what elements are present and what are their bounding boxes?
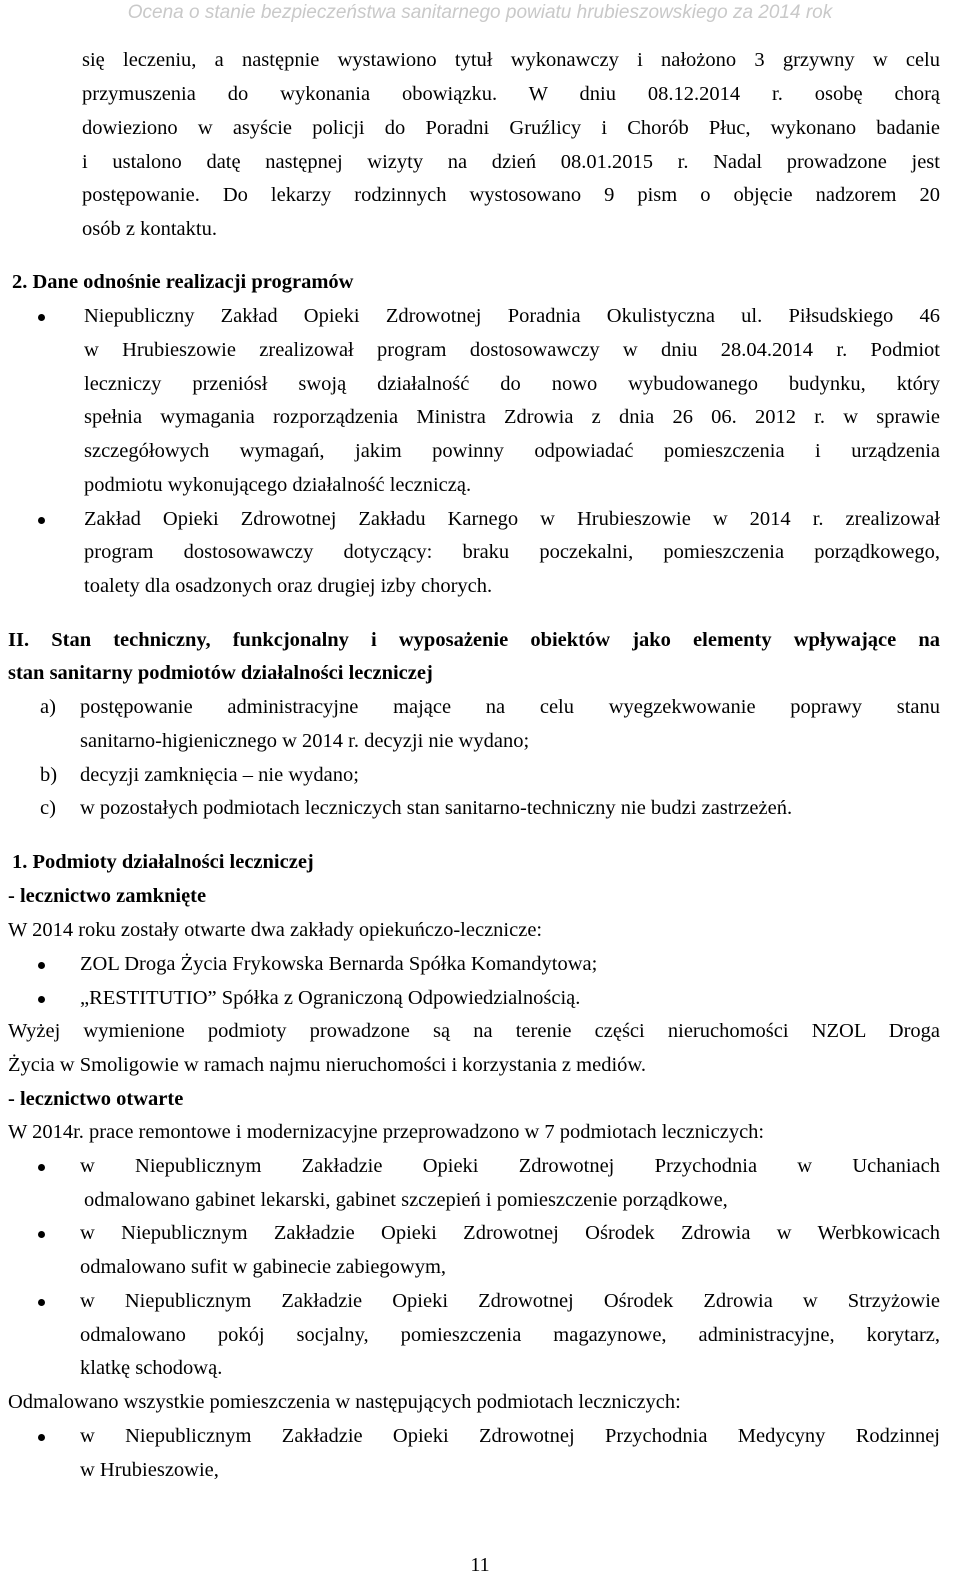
bullet-icon xyxy=(38,1231,45,1238)
list-item-line: program dostosowawczy dotyczący: braku poczekalni, pomieszczenia porządkowego, xyxy=(84,541,940,563)
bullet-icon xyxy=(38,996,45,1003)
list-marker: c) xyxy=(40,797,56,819)
section-heading: 2. Dane odnośnie realizacji programów xyxy=(12,271,354,293)
bullet-icon xyxy=(38,314,45,321)
list-item-line: w Niepublicznym Zakładzie Opieki Zdrowotnej Przychodnia w Uchaniach xyxy=(80,1155,940,1177)
bullet-icon xyxy=(38,1164,45,1171)
body-line: się leczeniu, a następnie wystawiono tytuł wykonawczy i nałożono 3 grzywny w celu xyxy=(82,49,940,71)
list-item-line: ZOL Droga Życia Frykowska Bernarda Spółka Komandytowa; xyxy=(80,953,598,975)
list-item-line: w Niepublicznym Zakładzie Opieki Zdrowotnej Ośrodek Zdrowia w Strzyżowie xyxy=(80,1290,940,1312)
list-item-line: w Niepublicznym Zakładzie Opieki Zdrowotnej Ośrodek Zdrowia w Werbkowicach xyxy=(80,1222,940,1244)
bullet-icon xyxy=(38,1434,45,1441)
body-line: Odmalowano wszystkie pomieszczenia w następujących podmiotach leczniczych: xyxy=(8,1391,681,1413)
body-line: Życia w Smoligowie w ramach najmu nieruchomości i korzystania z mediów. xyxy=(8,1054,646,1076)
list-item-line: decyzji zamknięcia – nie wydano; xyxy=(80,764,359,786)
list-item-line: w Hrubieszowie zrealizował program dostosowawczy w dniu 28.04.2014 r. Podmiot xyxy=(84,339,940,361)
list-item-line: w Niepublicznym Zakładzie Opieki Zdrowotnej Przychodnia Medycyny Rodzinnej xyxy=(80,1425,940,1447)
list-item-line: leczniczy przeniósł swoją działalność do nowo wybudowanego budynku, który xyxy=(84,373,940,395)
body-line: dowieziono w asyście policji do Poradni Gruźlicy i Chorób Płuc, wykonano badanie xyxy=(82,117,940,139)
page-number: 11 xyxy=(470,1554,490,1576)
body-line: postępowanie. Do lekarzy rodzinnych wystosowano 9 pism o objęcie nadzorem 20 xyxy=(82,184,940,206)
body-line: Wyżej wymienione podmioty prowadzone są na terenie części nieruchomości NZOL Droga xyxy=(8,1020,940,1042)
list-item-line: Zakład Opieki Zdrowotnej Zakładu Karnego w Hrubieszowie w 2014 r. zrealizował xyxy=(84,508,940,530)
list-marker: b) xyxy=(40,764,58,786)
bullet-icon xyxy=(38,517,45,524)
list-item-line: spełnia wymagania rozporządzenia Ministra Zdrowia z dnia 26 06. 2012 r. w sprawie xyxy=(84,406,940,428)
list-item-line: podmiotu wykonującego działalność leczniczą. xyxy=(84,474,472,496)
subsection-heading: - lecznictwo zamknięte xyxy=(8,885,207,907)
section-heading: 1. Podmioty działalności leczniczej xyxy=(12,851,314,873)
list-item-line: toalety dla osadzonych oraz drugiej izby chorych. xyxy=(84,575,493,597)
list-item-line: „RESTITUTIO” Spółka z Ograniczoną Odpowiedzialnością. xyxy=(80,987,581,1009)
body-line: W 2014r. prace remontowe i modernizacyjne przeprowadzono w 7 podmiotach leczniczych: xyxy=(8,1121,765,1143)
list-marker: a) xyxy=(40,696,56,718)
bullet-icon xyxy=(38,1299,45,1306)
list-item-line: klatkę schodową. xyxy=(80,1357,223,1379)
body-line: i ustalono datę następnej wizyty na dzień 08.01.2015 r. Nadal prowadzone jest xyxy=(82,151,940,173)
subsection-heading: - lecznictwo otwarte xyxy=(8,1088,184,1110)
section-heading: stan sanitarny podmiotów działalności leczniczej xyxy=(8,662,433,684)
list-item-line: odmalowano sufit w gabinecie zabiegowym, xyxy=(80,1256,447,1278)
list-item-line: w Hrubieszowie, xyxy=(80,1459,219,1481)
body-line: W 2014 roku zostały otwarte dwa zakłady opiekuńczo-lecznicze: xyxy=(8,919,543,941)
list-item-line: odmalowano pokój socjalny, pomieszczenia magazynowe, administracyjne, korytarz, xyxy=(80,1324,940,1346)
running-header: Ocena o stanie bezpieczeństwa sanitarnego powiatu hrubieszowskiego za 2014 rok xyxy=(0,0,960,34)
list-item-line: odmalowano gabinet lekarski, gabinet szczepień i pomieszczenie porządkowe, xyxy=(84,1189,728,1211)
body-line: osób z kontaktu. xyxy=(82,218,217,240)
list-item-line: Niepubliczny Zakład Opieki Zdrowotnej Poradnia Okulistyczna ul. Piłsudskiego 46 xyxy=(84,305,940,327)
list-item-line: postępowanie administracyjne mające na celu wyegzekwowanie poprawy stanu xyxy=(80,696,940,718)
body-line: przymuszenia do wykonania obowiązku. W dniu 08.12.2014 r. osobę chorą xyxy=(82,83,940,105)
bullet-icon xyxy=(38,962,45,969)
list-item-line: szczegółowych wymagań, jakim powinny odpowiadać pomieszczenia i urządzenia xyxy=(84,440,940,462)
list-item-line: w pozostałych podmiotach leczniczych stan sanitarno-techniczny nie budzi zastrzeżeń. xyxy=(80,797,793,819)
section-heading: II. Stan techniczny, funkcjonalny i wyposażenie obiektów jako elementy wpływające na xyxy=(8,629,940,651)
list-item-line: sanitarno-higienicznego w 2014 r. decyzji nie wydano; xyxy=(80,730,530,752)
